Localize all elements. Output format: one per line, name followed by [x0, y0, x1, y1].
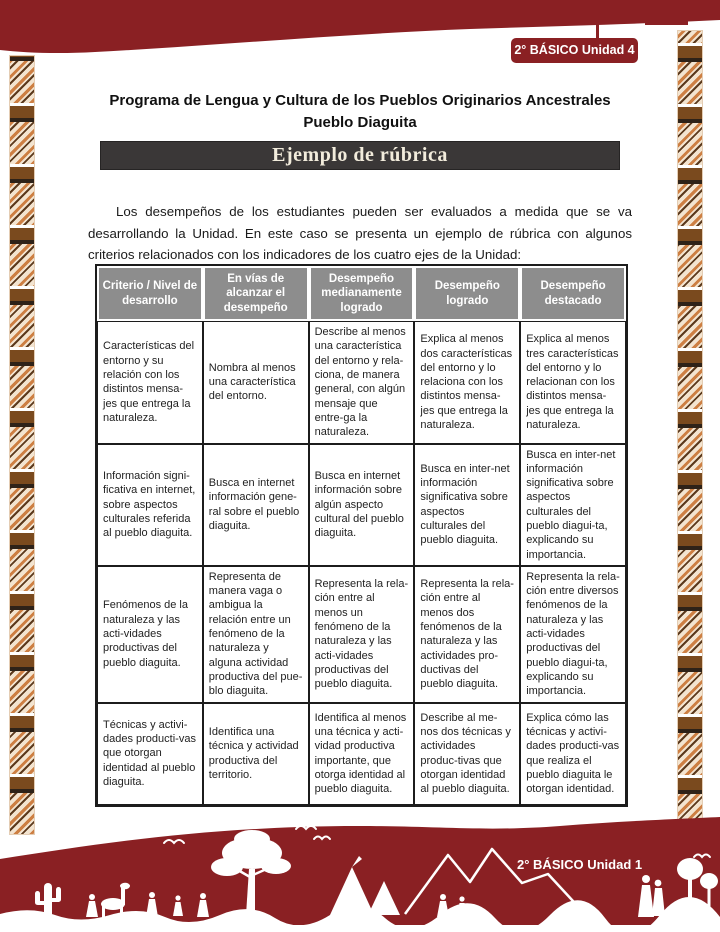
rubric-header-row	[97, 266, 626, 321]
table-row	[97, 703, 626, 805]
header-logrado: Desempeño logrado	[414, 266, 520, 321]
page-title-line1: Programa de Lengua y Cultura de los Pueblos Originarios Ancestrales	[109, 92, 611, 109]
page-title-line2: Pueblo Diaguita	[303, 114, 417, 131]
table-cell: Describe al me-nos dos técnicas y actividades produc-tivas que otorgan identidad al pueblo diaguita.	[414, 703, 520, 805]
table-cell: Busca en internet información gene-ral sobre el pueblo diaguita.	[203, 444, 309, 566]
header-medianamente: Desempeño medianamente logrado	[309, 266, 415, 321]
table-cell: Explica al menos dos características del entorno y lo relaciona con los distintos mensa-jes que entrega la naturaleza.	[414, 321, 520, 443]
table-cell: Representa la rela-ción entre diversos fenómenos de la naturaleza y las acti-vidades productivas del pueblo diagui-ta, explicando su importancia.	[520, 566, 626, 703]
table-cell: Técnicas y activi-dades producti-vas que otorgan identidad al pueblo diaguita.	[97, 703, 203, 805]
table-row	[97, 321, 626, 443]
unit-badge-bottom	[517, 857, 657, 872]
left-textile-border	[9, 55, 35, 835]
header-en-vias: En vías de alcanzar el desempeño	[203, 266, 309, 321]
header-criterio: Criterio / Nivel de desarrollo	[97, 266, 203, 321]
table-row	[97, 566, 626, 703]
table-cell: Explica cómo las técnicas y activi-dades producti-vas que realiza el pueblo diaguita le otorgan identidad.	[520, 703, 626, 805]
right-textile-border	[677, 30, 703, 836]
table-row	[97, 444, 626, 566]
unit-badge-top	[511, 38, 638, 63]
table-cell: Busca en inter-net información significativa sobre aspectos culturales del pueblo diagui-ta, explicando su importancia.	[520, 444, 626, 566]
rubric-table	[95, 264, 628, 807]
page-title	[60, 90, 660, 134]
unit-badge-bottom-label: 2° BÁSICO Unidad 1	[517, 857, 643, 872]
table-cell: Representa la rela-ción entre al menos dos fenómenos de la naturaleza y las actividades pro-ductivas del pueblo diaguita.	[414, 566, 520, 703]
unit-badge-top-label: 2° BÁSICO Unidad 4	[514, 43, 635, 57]
section-banner	[100, 141, 620, 170]
table-cell: Describe al menos una característica del entorno y rela-ciona, de manera general, con algún mensaje que entre-ga la naturaleza.	[309, 321, 415, 443]
table-cell: Características del entorno y su relación con los distintos mensa-jes que entrega la naturaleza.	[97, 321, 203, 443]
table-cell: Identifica al menos una técnica y acti-vidad productiva importante, que otorga identidad al pueblo diaguita.	[309, 703, 415, 805]
table-cell: Fenómenos de la naturaleza y las acti-vidades productivas del pueblo diaguita.	[97, 566, 203, 703]
rubric-table-container	[95, 264, 628, 807]
table-cell: Explica al menos tres características del entorno y lo relacionan con los distintos mensa-jes que entrega la naturaleza.	[520, 321, 626, 443]
table-cell: Nombra al menos una característica del entorno.	[203, 321, 309, 443]
intro-paragraph: Los desempeños de los estudiantes pueden ser evaluados a medida que se va desarrollando la Unidad. En este caso se presenta un ejemplo de rúbrica con algunos criterios relacionados con los indicadores de los cuatro ejes de la Unidad:	[88, 204, 632, 262]
table-cell: Identifica una técnica y actividad productiva del territorio.	[203, 703, 309, 805]
table-cell: Busca en internet información sobre algún aspecto cultural del pueblo diaguita.	[309, 444, 415, 566]
table-cell: Representa de manera vaga o ambigua la relación entre un fenómeno de la naturaleza y alguna actividad productiva del pue-blo diaguita.	[203, 566, 309, 703]
table-cell: Busca en inter-net información significativa sobre aspectos culturales del pueblo diaguita.	[414, 444, 520, 566]
header-destacado: Desempeño destacado	[520, 266, 626, 321]
section-banner-label: Ejemplo de rúbrica	[272, 144, 448, 166]
table-cell: Información signi-ficativa en internet, sobre aspectos culturales referida al pueblo diaguita.	[97, 444, 203, 566]
footer-landscape-decoration	[0, 817, 720, 932]
table-cell: Representa la rela-ción entre al menos un fenómeno de la naturaleza y las acti-vidades productivas del pueblo diaguita.	[309, 566, 415, 703]
